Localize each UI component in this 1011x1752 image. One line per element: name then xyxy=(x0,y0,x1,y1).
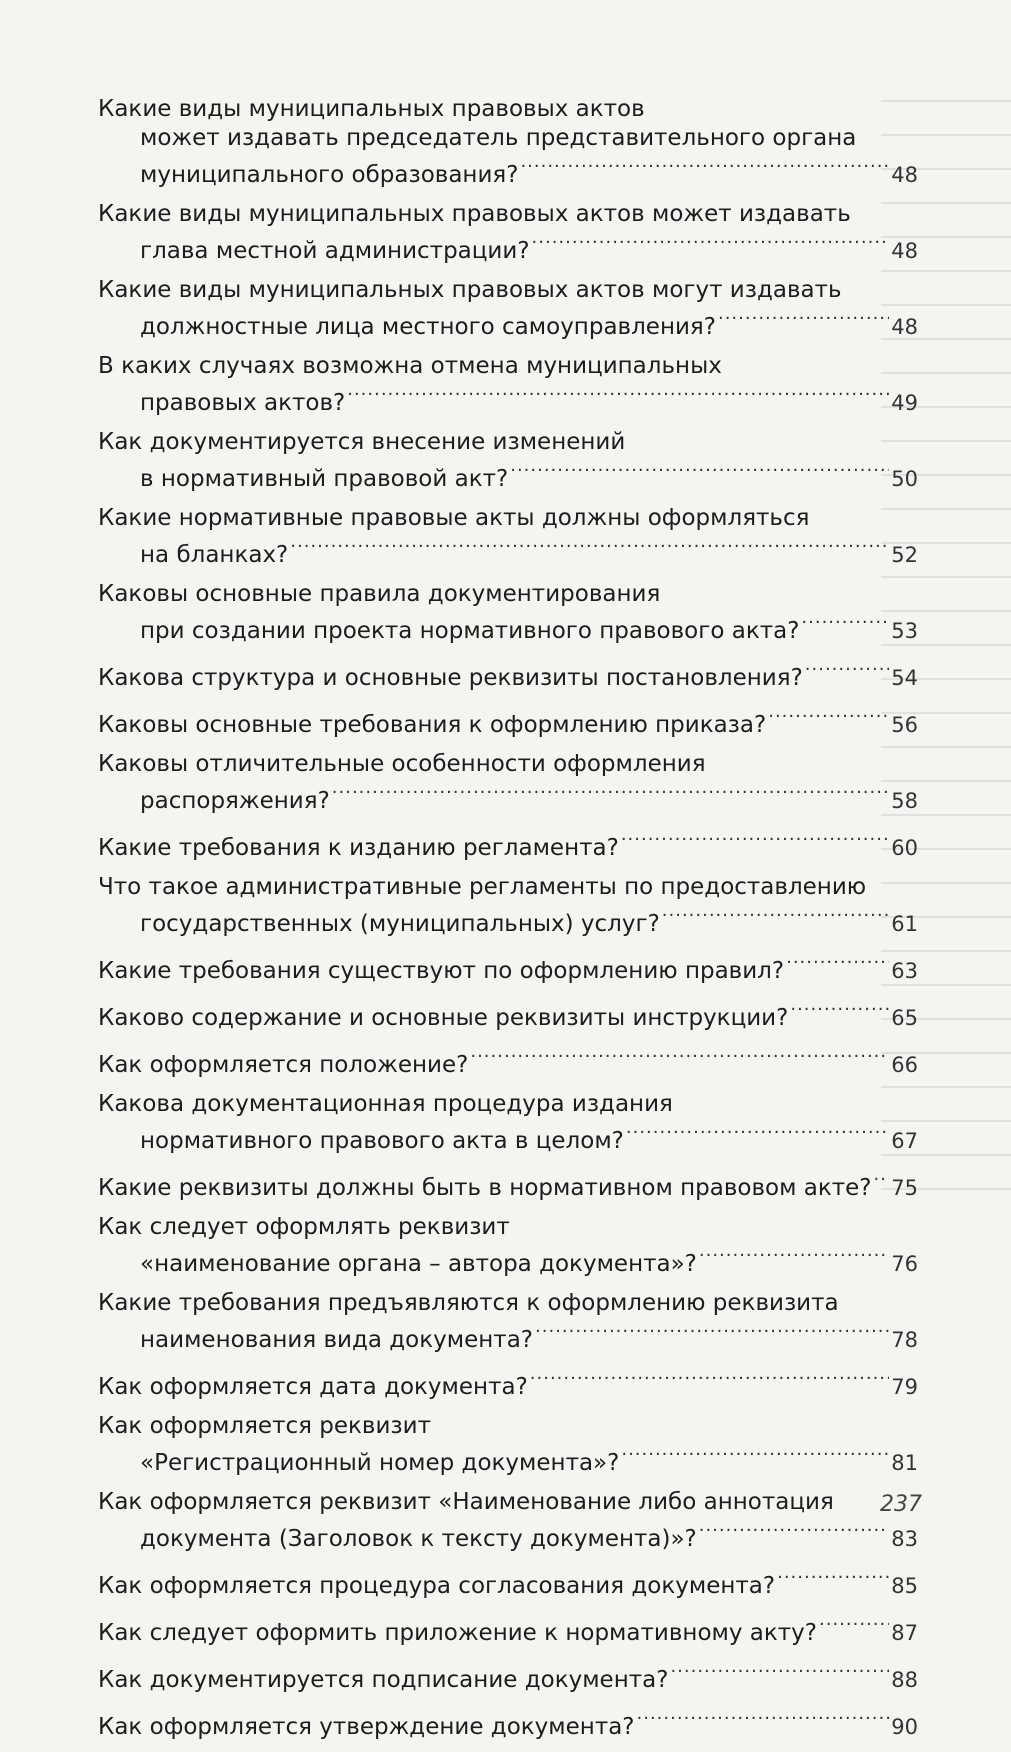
toc-entry-text: в нормативный правовой акт? xyxy=(140,466,509,492)
toc-entry xyxy=(98,703,918,740)
toc-entry-line xyxy=(98,949,918,986)
toc-entry-text: «Регистрационный номер документа»? xyxy=(140,1450,620,1476)
toc-entry-line xyxy=(98,200,918,229)
toc-entry xyxy=(98,200,918,266)
toc-page-number: 67 xyxy=(891,1129,918,1153)
toc-entry-text: на бланках? xyxy=(140,542,289,568)
toc-page-number: 48 xyxy=(891,315,918,339)
toc-entry-line xyxy=(98,1517,918,1554)
toc-page-number: 66 xyxy=(891,1053,918,1077)
toc-entry xyxy=(98,580,918,646)
toc-entry-line xyxy=(98,1365,918,1402)
dot-leader xyxy=(290,533,889,562)
dot-leader xyxy=(699,1242,889,1271)
toc-entry-line xyxy=(98,1611,918,1648)
toc-entry-line xyxy=(98,1242,918,1279)
dot-leader xyxy=(819,1611,889,1640)
toc-entry-line xyxy=(98,873,918,902)
toc-page-number: 48 xyxy=(891,239,918,263)
toc-page-number: 50 xyxy=(891,467,918,491)
toc-entry xyxy=(98,1166,918,1203)
toc-page-number: 56 xyxy=(891,713,918,737)
toc-entry-line xyxy=(98,1090,918,1119)
toc-entry-text: Как следует оформить приложение к нормативному акту? xyxy=(98,1620,817,1646)
toc-page-number: 61 xyxy=(891,912,918,936)
toc-entry xyxy=(98,750,918,816)
toc-entry-line xyxy=(98,996,918,1033)
toc-entry-text: Как оформляется реквизит xyxy=(98,1413,431,1439)
dot-leader xyxy=(699,1517,890,1546)
toc-entry-line xyxy=(98,95,918,124)
toc-entry-line xyxy=(98,1658,918,1695)
toc-entry xyxy=(98,352,918,418)
toc-entry-text: Какие реквизиты должны быть в нормативном правовом акте? xyxy=(98,1175,872,1201)
toc-entry-line xyxy=(98,1441,918,1478)
toc-page-number: 79 xyxy=(891,1375,918,1399)
toc-page-number: 53 xyxy=(891,619,918,643)
dot-leader xyxy=(510,457,889,486)
toc-page-number: 78 xyxy=(891,1328,918,1352)
toc-entry-text: Какие требования к изданию регламента? xyxy=(98,835,619,861)
dot-leader xyxy=(805,656,889,685)
toc-entry-line xyxy=(98,533,918,570)
toc-entry xyxy=(98,276,918,342)
dot-leader xyxy=(790,996,889,1025)
toc-entry xyxy=(98,873,918,939)
dot-leader xyxy=(626,1119,889,1148)
toc-entry-line xyxy=(98,1213,918,1242)
toc-entry-text: Как оформляется дата документа? xyxy=(98,1374,528,1400)
toc-page-number: 58 xyxy=(891,789,918,813)
toc-entry-line xyxy=(98,124,918,153)
toc-entry-text: Каково содержание и основные реквизиты инструкции? xyxy=(98,1005,789,1031)
dot-leader xyxy=(530,1365,889,1394)
toc-entry-text: при создании проекта нормативного правового акта? xyxy=(140,618,800,644)
toc-page-number: 63 xyxy=(891,959,918,983)
toc-entry xyxy=(98,1043,918,1080)
toc-entry xyxy=(98,1365,918,1402)
toc-entry-line xyxy=(98,1289,918,1318)
toc-entry xyxy=(98,949,918,986)
toc-entry xyxy=(98,1658,918,1695)
toc-entry-text: Что такое административные регламенты по предоставлению xyxy=(98,874,867,900)
toc-entry-text: Как оформляется положение? xyxy=(98,1052,469,1078)
toc-entry-text: муниципального образования? xyxy=(140,162,519,188)
toc-entry-text: Каковы основные требования к оформлению приказа? xyxy=(98,712,767,738)
toc-entry-text: Какие виды муниципальных правовых актов xyxy=(98,96,645,122)
toc-entry xyxy=(98,428,918,494)
toc-entry-text: может издавать председатель представительного органа xyxy=(140,125,857,151)
dot-leader xyxy=(786,949,889,978)
toc-entry-text: Какие требования предъявляются к оформлению реквизита xyxy=(98,1290,839,1316)
toc-entry-line xyxy=(98,1318,918,1355)
toc-entry xyxy=(98,504,918,570)
toc-entry-text: Как оформляется процедура согласования документа? xyxy=(98,1573,776,1599)
toc-page-number: 76 xyxy=(891,1252,918,1276)
toc-entry-text: распоряжения? xyxy=(140,788,330,814)
toc-entry xyxy=(98,1564,918,1601)
toc-entry-line xyxy=(98,1043,918,1080)
toc-page-number: 54 xyxy=(891,666,918,690)
dot-leader xyxy=(621,826,889,855)
toc-entry-text: документа (Заголовок к тексту документа)»? xyxy=(140,1526,697,1552)
toc-entry-text: государственных (муниципальных) услуг? xyxy=(140,911,660,937)
dot-leader xyxy=(874,1166,890,1195)
toc-entry-line xyxy=(98,656,918,693)
toc-entry xyxy=(98,1488,918,1554)
toc-entry xyxy=(98,1289,918,1355)
toc-entry-text: Каковы основные правила документирования xyxy=(98,581,661,607)
toc-entry-line xyxy=(98,1564,918,1601)
toc-entry-text: «наименование органа – автора документа»? xyxy=(140,1251,697,1277)
dot-leader xyxy=(777,1564,889,1593)
toc-entry xyxy=(98,1412,918,1478)
toc-entry-text: Как оформляется утверждение документа? xyxy=(98,1714,635,1740)
toc-entry xyxy=(98,95,918,190)
toc-entry-line xyxy=(98,609,918,646)
table-of-contents xyxy=(98,95,918,1752)
toc-page-number: 83 xyxy=(891,1527,918,1551)
toc-entry-line xyxy=(98,826,918,863)
toc-entry-line xyxy=(98,1412,918,1441)
toc-entry-line xyxy=(98,580,918,609)
dot-leader xyxy=(520,153,889,182)
toc-entry-line xyxy=(98,750,918,779)
toc-entry xyxy=(98,1705,918,1742)
dot-leader xyxy=(637,1705,890,1734)
dot-leader xyxy=(718,305,889,334)
dot-leader xyxy=(621,1441,889,1470)
toc-entry-text: должностные лица местного самоуправления? xyxy=(140,314,716,340)
toc-entry-line xyxy=(98,352,918,381)
toc-entry-line xyxy=(98,1166,918,1203)
toc-entry xyxy=(98,1611,918,1648)
dot-leader xyxy=(332,779,889,808)
toc-entry-line xyxy=(98,153,918,190)
toc-page-number: 60 xyxy=(891,836,918,860)
toc-entry-text: Какие требования существуют по оформлению правил? xyxy=(98,958,785,984)
toc-page-number: 49 xyxy=(891,391,918,415)
toc-entry xyxy=(98,996,918,1033)
dot-leader xyxy=(535,1318,889,1347)
toc-entry-line xyxy=(98,1488,918,1517)
toc-entry-line xyxy=(98,902,918,939)
toc-entry-text: Каковы отличительные особенности оформления xyxy=(98,751,706,777)
toc-entry-text: Как оформляется реквизит «Наименование либо аннотация xyxy=(98,1489,834,1515)
toc-entry-text: В каких случаях возможна отмена муниципальных xyxy=(98,353,722,379)
toc-entry-text: Как следует оформлять реквизит xyxy=(98,1214,510,1240)
toc-entry-text: Какие виды муниципальных правовых актов может издавать xyxy=(98,201,851,227)
toc-page-number: 85 xyxy=(891,1574,918,1598)
toc-page-number: 90 xyxy=(891,1715,918,1739)
dot-leader xyxy=(670,1658,889,1687)
toc-entry-line xyxy=(98,276,918,305)
toc-entry-line xyxy=(98,229,918,266)
toc-page-number: 52 xyxy=(891,543,918,567)
toc-entry-text: правовых актов? xyxy=(140,390,346,416)
toc-entry-text: Какова документационная процедура издания xyxy=(98,1091,673,1117)
toc-page-number: 65 xyxy=(891,1006,918,1030)
toc-entry xyxy=(98,826,918,863)
toc-entry xyxy=(98,656,918,693)
toc-entry-text: Как документируется подписание документа? xyxy=(98,1667,669,1693)
toc-page-number: 75 xyxy=(891,1176,918,1200)
toc-entry-text: наименования вида документа? xyxy=(140,1327,533,1353)
toc-entry-line xyxy=(98,1119,918,1156)
dot-leader xyxy=(768,703,889,732)
toc-entry-text: Какова структура и основные реквизиты постановления? xyxy=(98,665,803,691)
toc-entry xyxy=(98,1213,918,1279)
dot-leader xyxy=(532,229,890,258)
toc-entry-text: Какие виды муниципальных правовых актов могут издавать xyxy=(98,277,842,303)
toc-page-number: 81 xyxy=(891,1451,918,1475)
toc-page-number: 48 xyxy=(891,163,918,187)
toc-entry-line xyxy=(98,457,918,494)
toc-entry xyxy=(98,1090,918,1156)
toc-entry-text: Какие нормативные правовые акты должны оформляться xyxy=(98,505,810,531)
toc-entry-line xyxy=(98,428,918,457)
toc-entry-line xyxy=(98,305,918,342)
dot-leader xyxy=(347,381,889,410)
toc-page-number: 88 xyxy=(891,1668,918,1692)
toc-entry-text: глава местной администрации? xyxy=(140,238,530,264)
toc-entry-line xyxy=(98,703,918,740)
dot-leader xyxy=(801,609,889,638)
toc-entry-text: нормативного правового акта в целом? xyxy=(140,1128,624,1154)
toc-entry-line xyxy=(98,779,918,816)
toc-entry-line xyxy=(98,504,918,533)
toc-entry-text: Как документируется внесение изменений xyxy=(98,429,626,455)
toc-page-number: 87 xyxy=(891,1621,918,1645)
dot-leader xyxy=(662,902,889,931)
toc-entry-line xyxy=(98,1705,918,1742)
toc-entry-line xyxy=(98,381,918,418)
page-number: 237 xyxy=(880,1492,922,1517)
dot-leader xyxy=(470,1043,889,1072)
